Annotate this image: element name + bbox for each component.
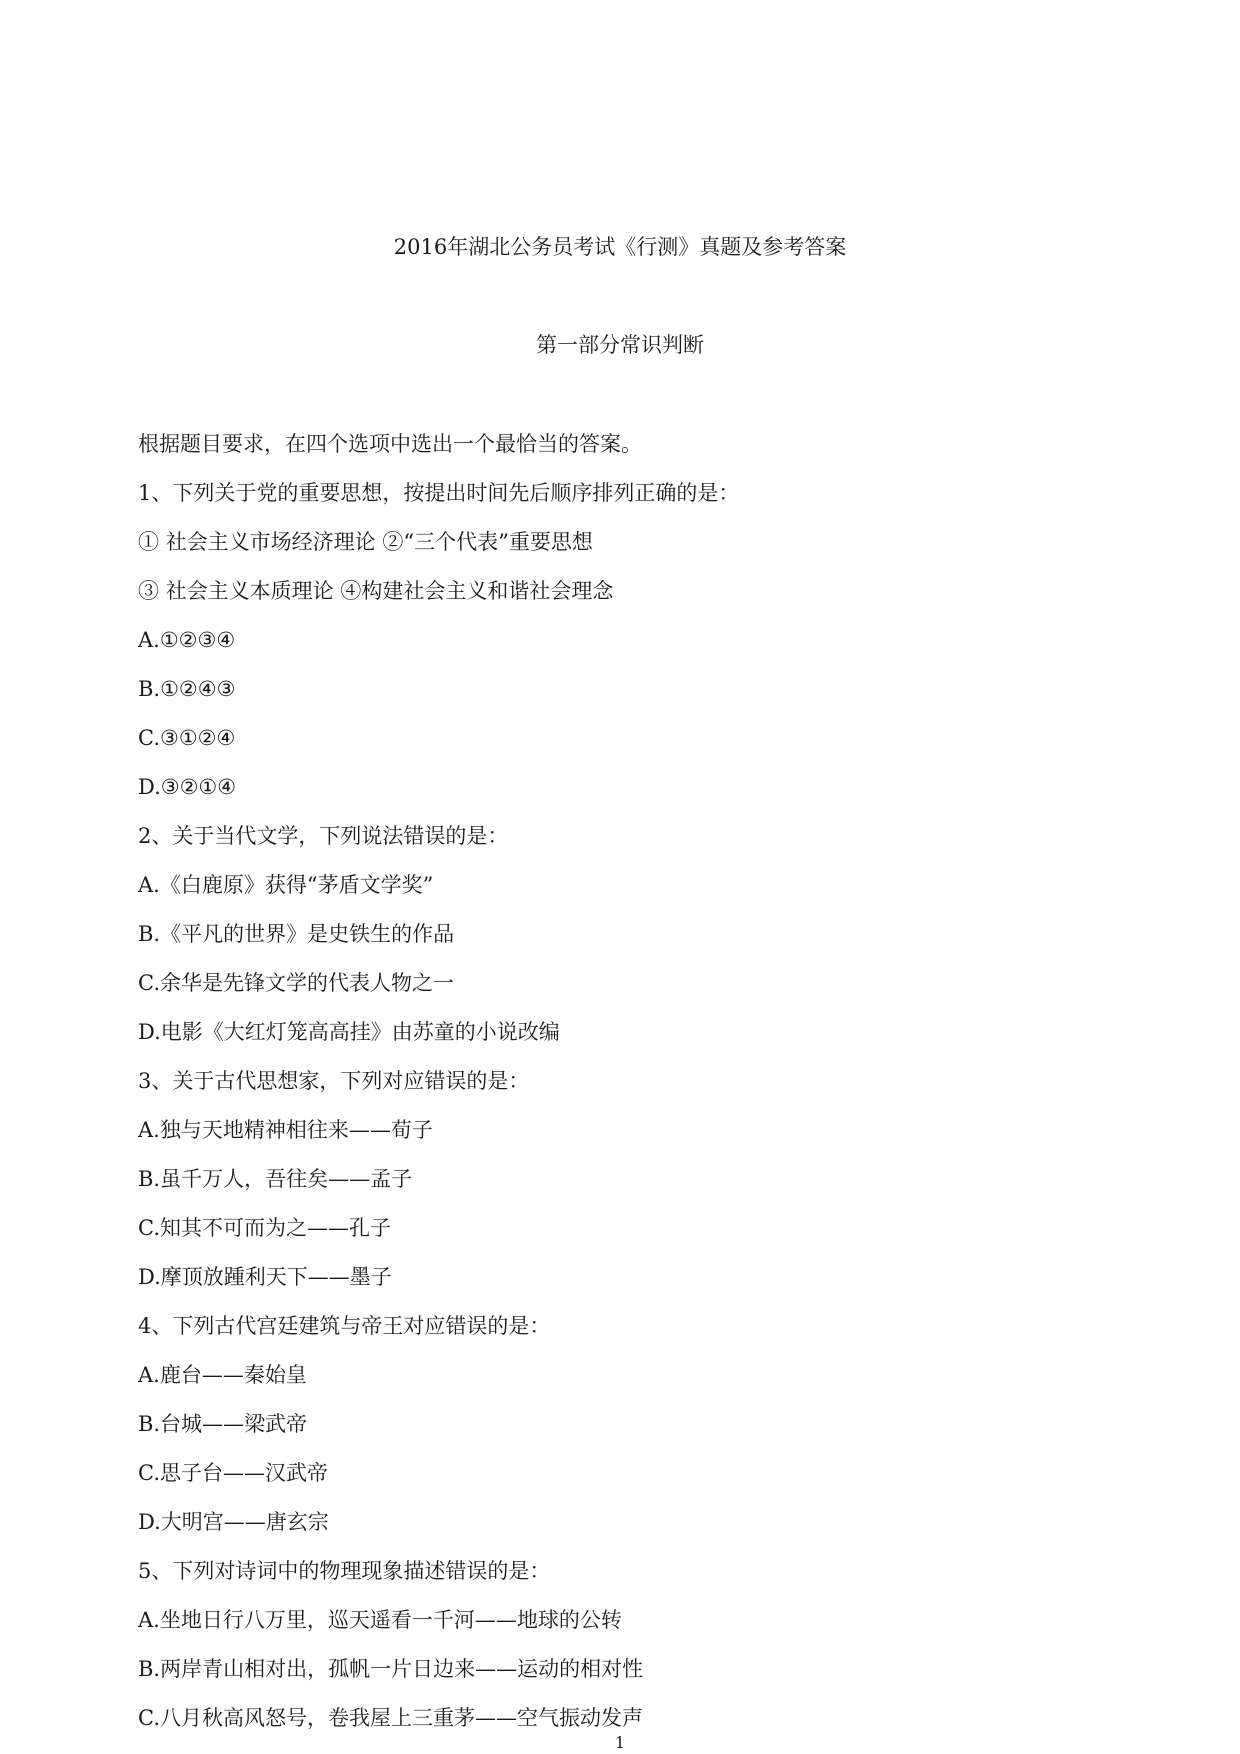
section-title: 第一部分常识判断: [536, 333, 704, 357]
question-3-stem: 3、关于古代思想家，下列对应错误的是：: [138, 1069, 530, 1093]
question-4-option-a: A.鹿台——秦始皇: [138, 1363, 307, 1387]
question-2-stem: 2、关于当代文学，下列说法错误的是：: [138, 824, 509, 848]
question-5-option-b: B.两岸青山相对出，孤帆一片日边来——运动的相对性: [138, 1657, 644, 1681]
page-number: 1: [614, 1733, 626, 1752]
question-2-option-c: C.余华是先锋文学的代表人物之一: [138, 971, 454, 995]
question-2-option-b: B.《平凡的世界》是史铁生的作品: [138, 922, 455, 946]
question-4-option-d: D.大明宫——唐玄宗: [138, 1510, 329, 1534]
question-4-stem: 4、下列古代宫廷建筑与帝王对应错误的是：: [138, 1314, 551, 1338]
question-1-option-b: B.①②④③: [138, 677, 236, 701]
question-4-option-b: B.台城——梁武帝: [138, 1412, 308, 1436]
document-body: [138, 429, 1118, 1752]
question-3-option-c: C.知其不可而为之——孔子: [138, 1216, 391, 1240]
question-1-stem: 1、下列关于党的重要思想，按提出时间先后顺序排列正确的是：: [138, 481, 740, 505]
question-5-option-c: C.八月秋高风怒号，卷我屋上三重茅——空气振动发声: [138, 1706, 643, 1730]
question-3-option-d: D.摩顶放踵利天下——墨子: [138, 1265, 392, 1289]
question-3-option-a: A.独与天地精神相往来——荀子: [138, 1118, 433, 1142]
question-3-option-b: B.虽千万人，吾往矣——孟子: [138, 1167, 413, 1191]
question-5-option-a: A.坐地日行八万里，巡天遥看一千河——地球的公转: [138, 1608, 622, 1632]
question-5-stem: 5、下列对诗词中的物理现象描述错误的是：: [138, 1559, 551, 1583]
question-2-option-d: D.电影《大红灯笼高高挂》由苏童的小说改编: [138, 1020, 560, 1044]
question-2-option-a: A.《白鹿原》获得“茅盾文学奖”: [138, 873, 434, 897]
question-1-option-a: A.①②③④: [138, 628, 236, 652]
document-title: 2016年湖北公务员考试《行测》真题及参考答案: [393, 235, 847, 259]
question-4-option-c: C.思子台——汉武帝: [138, 1461, 328, 1485]
question-1-option-d: D.③②①④: [138, 775, 237, 799]
question-1-statement-line: ① 社会主义市场经济理论 ②“三个代表”重要思想: [138, 530, 593, 554]
instruction-text: 根据题目要求，在四个选项中选出一个最恰当的答案。: [138, 432, 642, 456]
question-1-option-c: C.③①②④: [138, 726, 236, 750]
question-1-statement-line: ③ 社会主义本质理论 ④构建社会主义和谐社会理念: [138, 579, 614, 603]
